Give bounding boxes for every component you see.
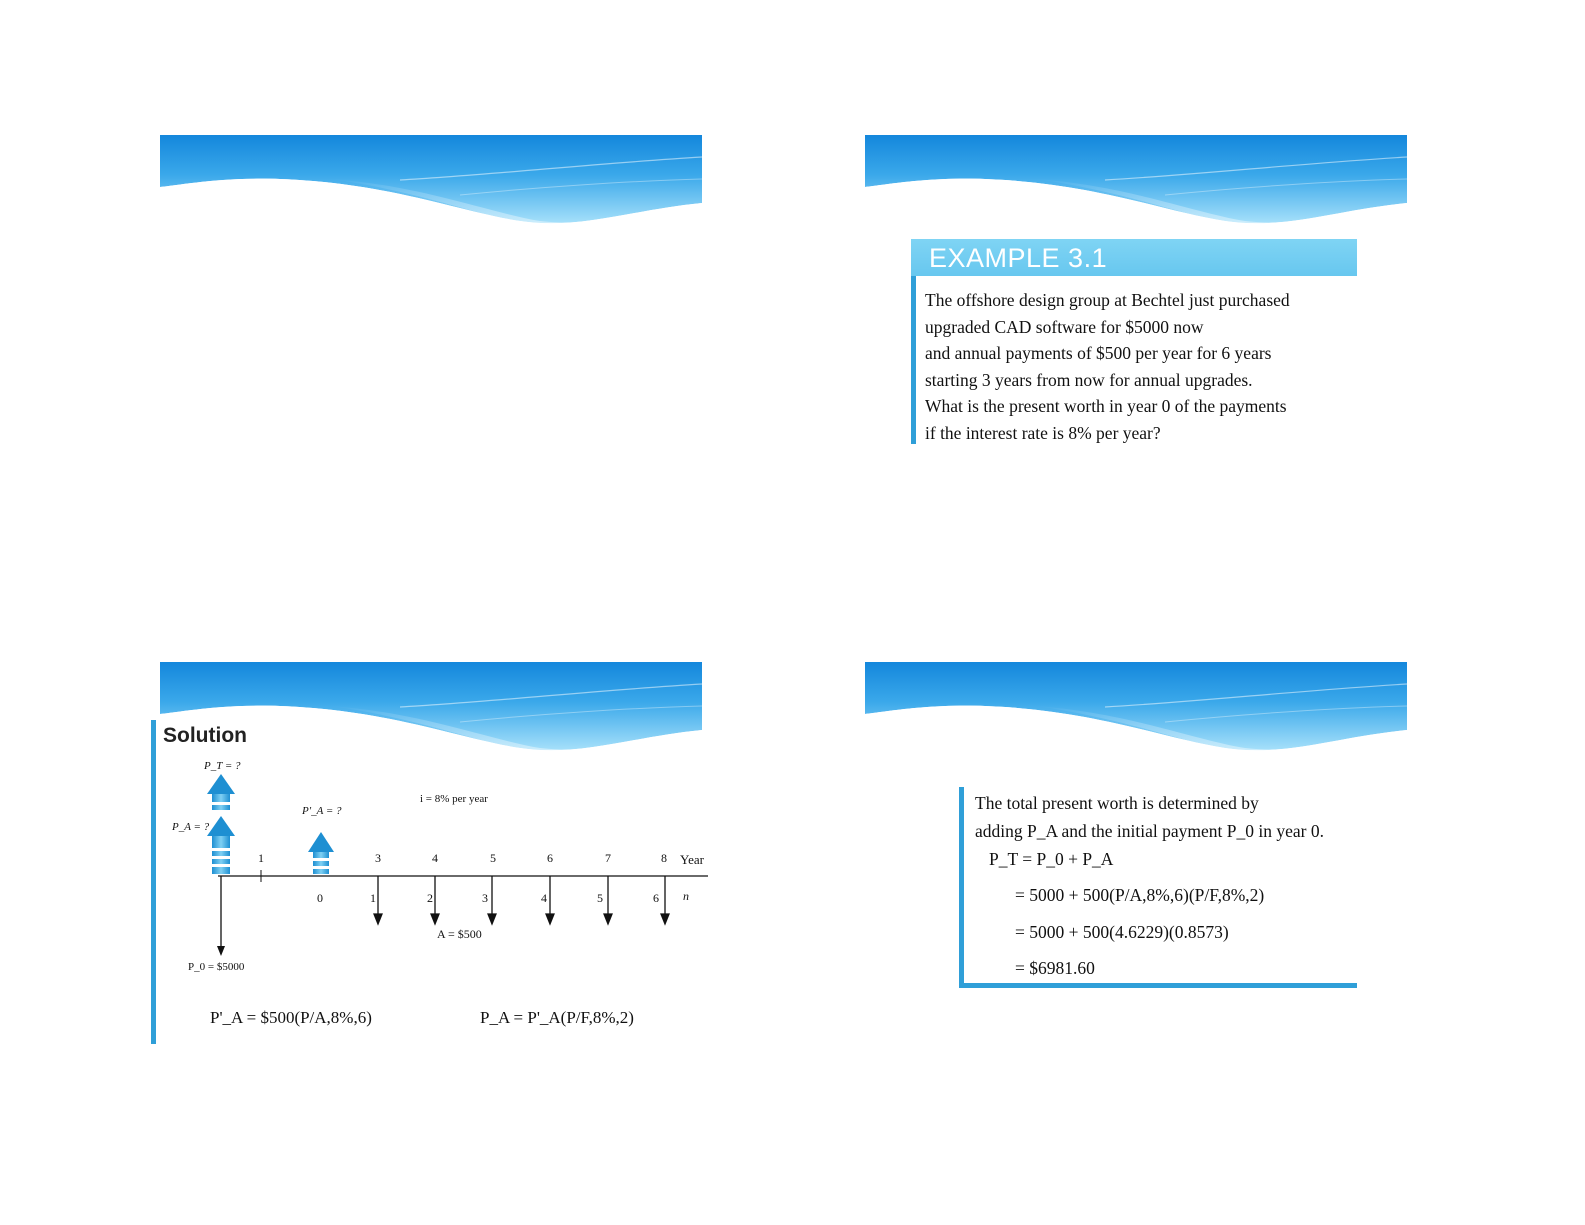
slide-banner [160, 135, 702, 230]
shifted-year-label: 3 [482, 891, 488, 905]
example-text [925, 287, 1290, 446]
slide-3 [160, 662, 702, 1062]
equation-step-2: = 5000 + 500(4.6229)(0.8573) [1015, 922, 1229, 942]
year-axis-label: Year [680, 852, 704, 867]
interest-label: i = 8% per year [420, 793, 488, 805]
shifted-year-label: 4 [541, 891, 547, 905]
year-tick-label: 6 [547, 851, 553, 865]
pw-line: The total present worth is determined by [975, 793, 1259, 813]
p0-label: P_0 = $5000 [188, 961, 245, 973]
example-line: upgraded CAD software for $5000 now [925, 316, 1204, 337]
formula-pa-prime: P'_A = $500(P/A,8%,6) [210, 1008, 372, 1027]
example-title: EXAMPLE 3.1 [929, 243, 1108, 273]
pa-prime-label: P'_A = ? [302, 805, 342, 817]
n-label: n [683, 889, 689, 903]
example-line: What is the present worth in year 0 of the payments [925, 396, 1287, 416]
example-line: if the interest rate is 8% per year? [925, 422, 1161, 443]
pa-label: P_A = ? [172, 821, 210, 833]
shifted-year-label: 2 [427, 891, 433, 905]
cash-flow-diagram [160, 752, 715, 982]
year-tick-label: 3 [375, 851, 381, 865]
present-worth-accent-bar [959, 787, 964, 987]
present-worth-bottom-bar [959, 983, 1357, 988]
equation-pt: P_T = P_0 + P_A [989, 849, 1114, 869]
slide-banner [865, 662, 1407, 757]
pa-prime-arrow [308, 832, 334, 874]
annual-payment-arrows [374, 876, 669, 924]
year-tick-label: 7 [605, 851, 611, 865]
slide-1 [160, 135, 702, 575]
present-worth-box [959, 787, 1357, 987]
example-title-band [911, 239, 1357, 276]
shifted-year-label: 6 [653, 891, 659, 905]
pt-arrow [207, 774, 235, 874]
slide-4 [865, 662, 1407, 1062]
formula-pa: P_A = P'_A(P/F,8%,2) [480, 1008, 634, 1027]
shifted-year-label: 1 [370, 891, 376, 905]
pw-line: adding P_A and the initial payment P_0 in year 0. [975, 821, 1324, 841]
present-worth-text [975, 789, 1324, 845]
pt-label: P_T = ? [204, 760, 241, 772]
example-accent-bar [911, 276, 916, 444]
year-tick-label: 1 [258, 851, 264, 865]
example-line: and annual payments of $500 per year for 6 years [925, 343, 1272, 363]
shifted-year-label: 0 [317, 891, 323, 905]
year-tick-label: 4 [432, 851, 438, 865]
equation-result: = $6981.60 [1015, 958, 1095, 978]
annual-payment-label: A = $500 [437, 927, 482, 941]
solution-accent-bar [151, 720, 156, 1044]
shifted-year-label: 5 [597, 891, 603, 905]
slide-2 [865, 135, 1407, 575]
year-tick-label: 5 [490, 851, 496, 865]
example-line: starting 3 years from now for annual upgrades. [925, 369, 1253, 390]
year-tick-label: 8 [661, 851, 667, 865]
equation-step-1: = 5000 + 500(P/A,8%,6)(P/F,8%,2) [1015, 885, 1265, 905]
slide-banner [865, 135, 1407, 230]
solution-title: Solution [163, 724, 247, 747]
example-line: The offshore design group at Bechtel just purchased [925, 290, 1290, 310]
